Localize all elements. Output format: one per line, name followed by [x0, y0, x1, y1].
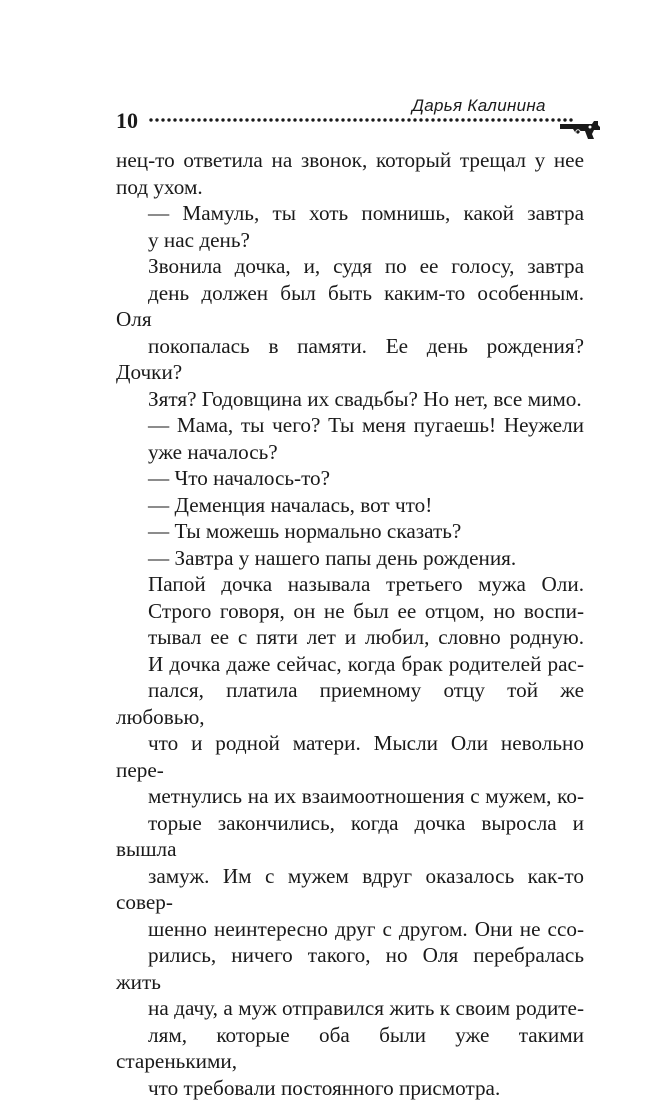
paragraph	[116, 465, 584, 492]
text-line: Строго говоря, он не был ее отцом, но воспи-	[116, 598, 584, 625]
paragraph	[116, 147, 584, 200]
text-line: метнулись на их взаимоотношения с мужем, ко-	[116, 783, 584, 810]
text-line: под ухом.	[116, 174, 584, 201]
revolver-icon	[558, 118, 602, 140]
paragraph	[116, 253, 584, 412]
paragraph	[116, 492, 584, 519]
text-line: тывал ее с пяти лет и любил, словно родную.	[116, 624, 584, 651]
text-line: замуж. Им с мужем вдруг оказалось как-то совер-	[116, 863, 584, 916]
text-line: — Завтра у нашего папы день рождения.	[116, 545, 584, 572]
text-line: день должен был быть каким-то особенным. Оля	[116, 280, 584, 333]
text-line: Папой дочка называла третьего мужа Оли.	[116, 571, 584, 598]
text-line: уже началось?	[116, 439, 584, 466]
text-line: — Ты можешь нормально сказать?	[116, 518, 584, 545]
text-line: шенно неинтересно друг с другом. Они не ссо-	[116, 916, 584, 943]
dotted-leader	[148, 115, 573, 125]
running-header	[116, 96, 596, 140]
text-line: Зятя? Годовщина их свадьбы? Но нет, все мимо.	[116, 386, 584, 413]
text-line: нец-то ответила на звонок, который трещал у нее	[116, 147, 584, 174]
text-line: И дочка даже сейчас, когда брак родителей рас-	[116, 651, 584, 678]
text-line: пался, платила приемному отцу той же любовью,	[116, 677, 584, 730]
paragraph	[116, 518, 584, 545]
page-number: 10	[116, 108, 138, 134]
text-line: — Что началось-то?	[116, 465, 584, 492]
main-text	[116, 147, 584, 1101]
text-line: — Мамуль, ты хоть помнишь, какой завтра	[116, 200, 584, 227]
text-line: Звонила дочка, и, судя по ее голосу, завтра	[116, 253, 584, 280]
text-line: лям, которые оба были уже такими старенькими,	[116, 1022, 584, 1075]
author-name: Дарья Калинина	[412, 96, 546, 116]
text-line: у нас день?	[116, 227, 584, 254]
paragraph	[116, 545, 584, 572]
paragraph	[116, 412, 584, 465]
paragraph	[116, 571, 584, 1101]
text-line: — Мама, ты чего? Ты меня пугаешь! Неужели	[116, 412, 584, 439]
text-line: покопалась в памяти. Ее день рождения? Дочки?	[116, 333, 584, 386]
text-line: что и родной матери. Мысли Оли невольно пере-	[116, 730, 584, 783]
text-line: на дачу, а муж отправился жить к своим родите-	[116, 995, 584, 1022]
text-line: что требовали постоянного присмотра.	[116, 1075, 584, 1101]
text-line: торые закончились, когда дочка выросла и вышла	[116, 810, 584, 863]
text-line: — Деменция началась, вот что!	[116, 492, 584, 519]
paragraph	[116, 200, 584, 253]
text-line: рились, ничего такого, но Оля перебралась жить	[116, 942, 584, 995]
